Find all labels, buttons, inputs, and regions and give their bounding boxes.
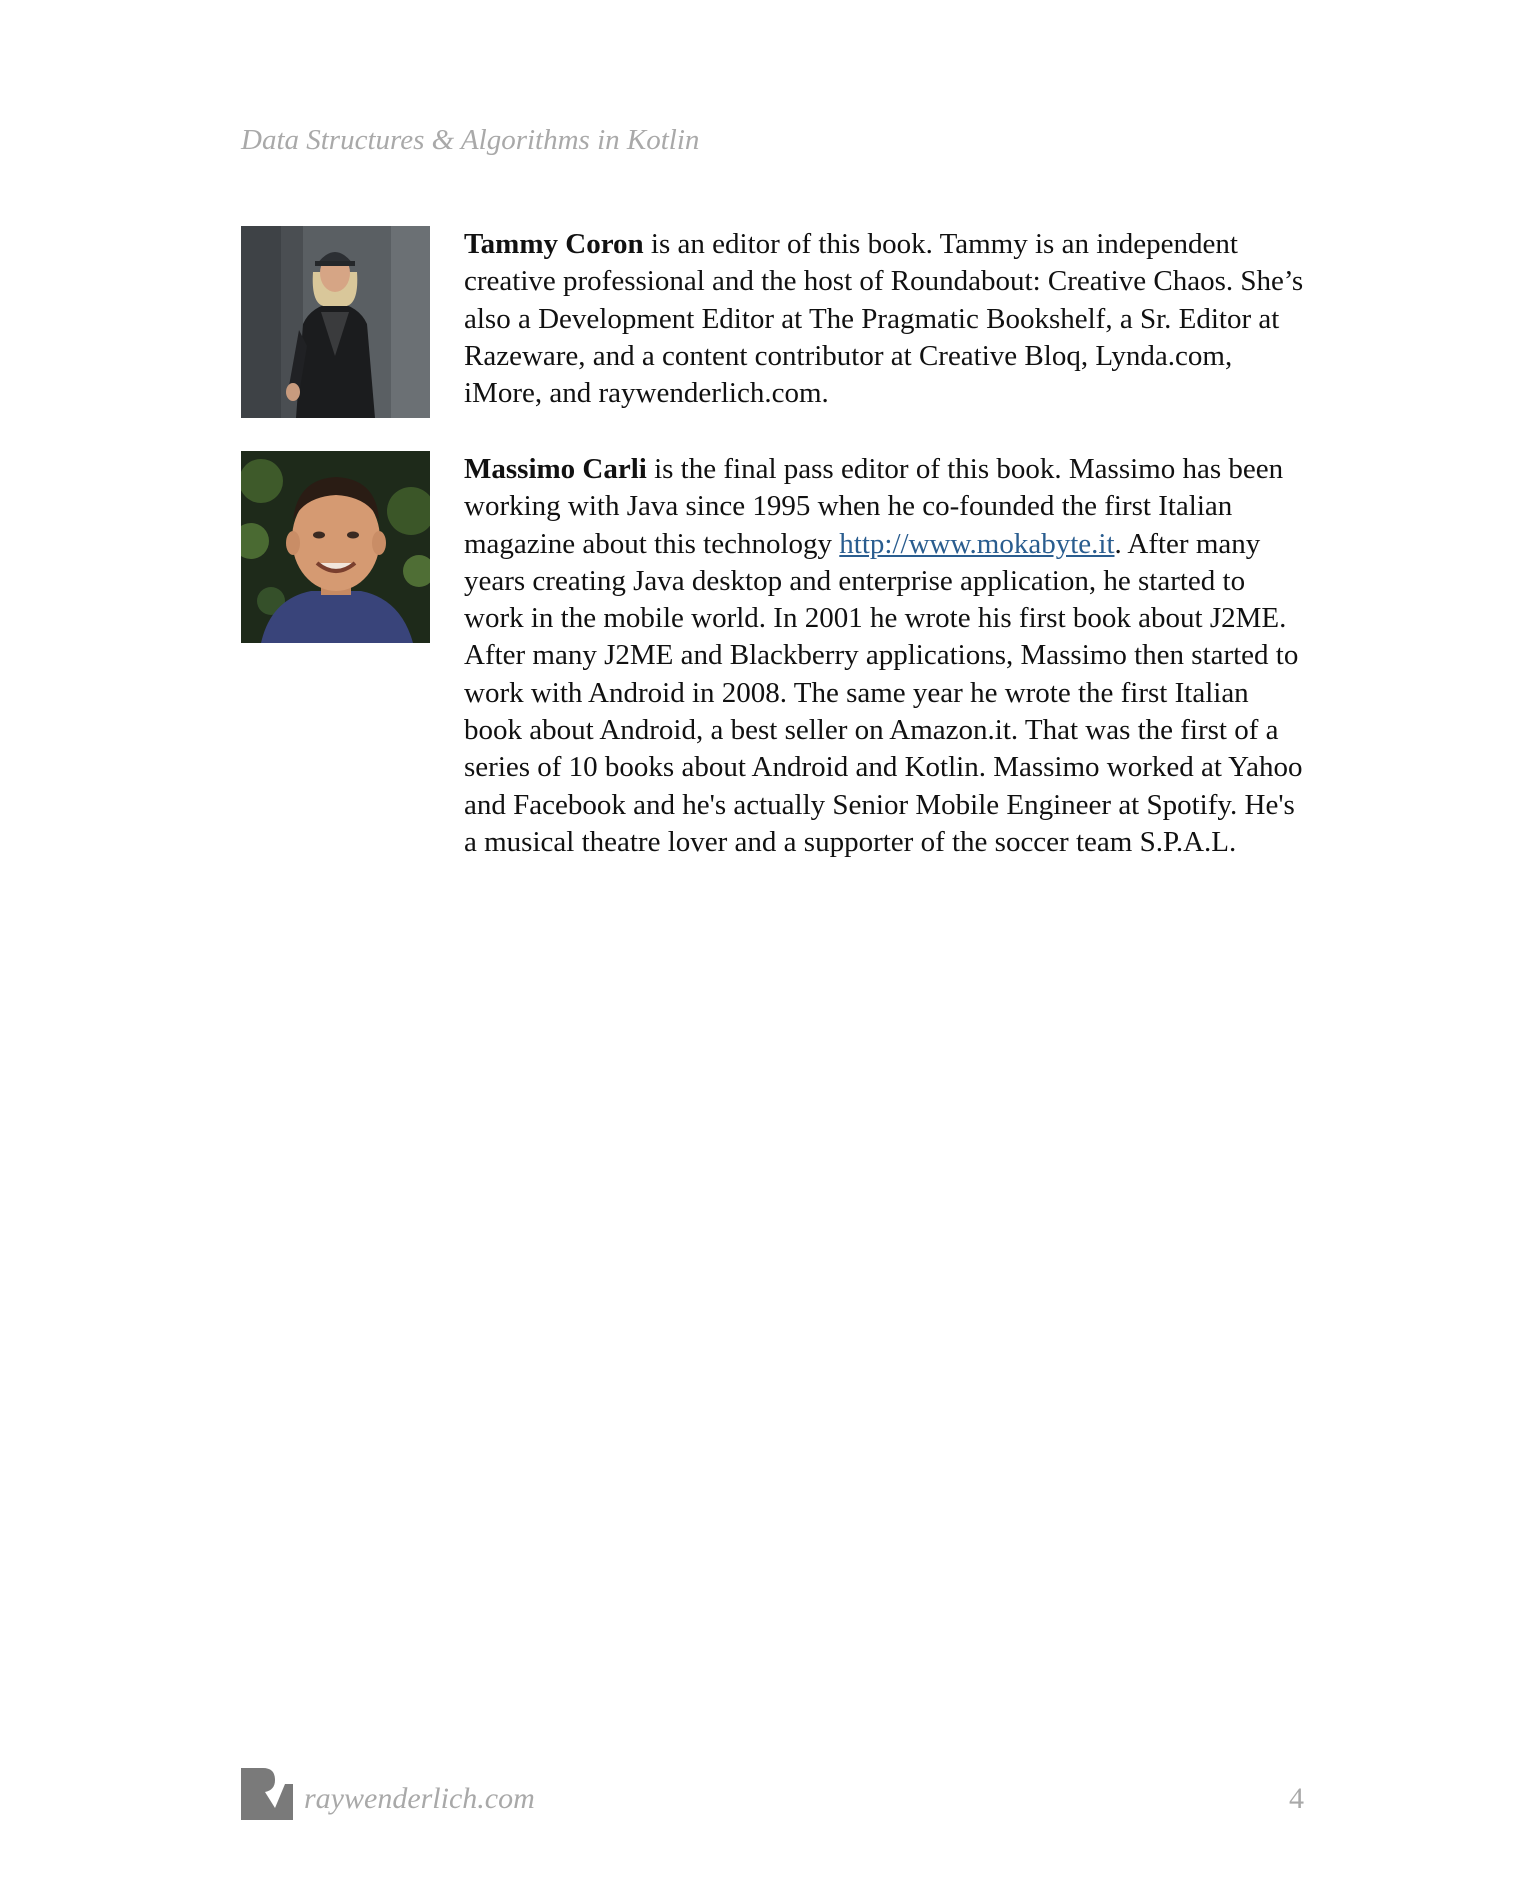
author-photo-tammy <box>241 226 430 418</box>
running-header-title: Data Structures & Algorithms in Kotlin <box>241 124 700 156</box>
page-number: 4 <box>1289 1782 1304 1815</box>
bio-description: is an editor of this book. Tammy is an independent creative professional and the host of Roundabout: Creative Chaos. She’s also a Development Editor at The Pragmatic Bookshelf, a Sr. Editor at Razeware, and a content contributor at Creative Bloq, Lynda.com, iMore, and raywenderlich.com. <box>464 228 1304 410</box>
author-photo-massimo <box>241 451 430 643</box>
raywenderlich-logo-icon <box>241 1768 293 1820</box>
author-name: Tammy Coron <box>464 228 644 260</box>
bio-text-massimo <box>464 451 1306 861</box>
bio-description-part2: . After many years creating Java desktop and enterprise application, he started to work in the mobile world. In 2001 he wrote his first book about J2ME. After many J2ME and Blackberry applications, Massimo then started to work with Android in 2008. The same year he wrote the first Italian book about Android, a best seller on Amazon.it. That was the first of a series of 10 books about Android and Kotlin. Massimo worked at Yahoo and Facebook and he's actually Senior Mobile Engineer at Spotify. He's a musical theatre lover and a supporter of the soccer team S.P.A.L. <box>464 527 1303 858</box>
bio-text-tammy <box>464 226 1306 412</box>
author-name: Massimo Carli <box>464 453 647 485</box>
bio-description-part1: is the final pass editor of this book. Massimo has been working with Java since 1995 when he co-founded the first Italian magazine about this technology <box>464 453 1284 560</box>
mokabyte-link[interactable]: http://www.mokabyte.it <box>839 527 1115 560</box>
footer-site-name: raywenderlich.com <box>304 1782 535 1815</box>
